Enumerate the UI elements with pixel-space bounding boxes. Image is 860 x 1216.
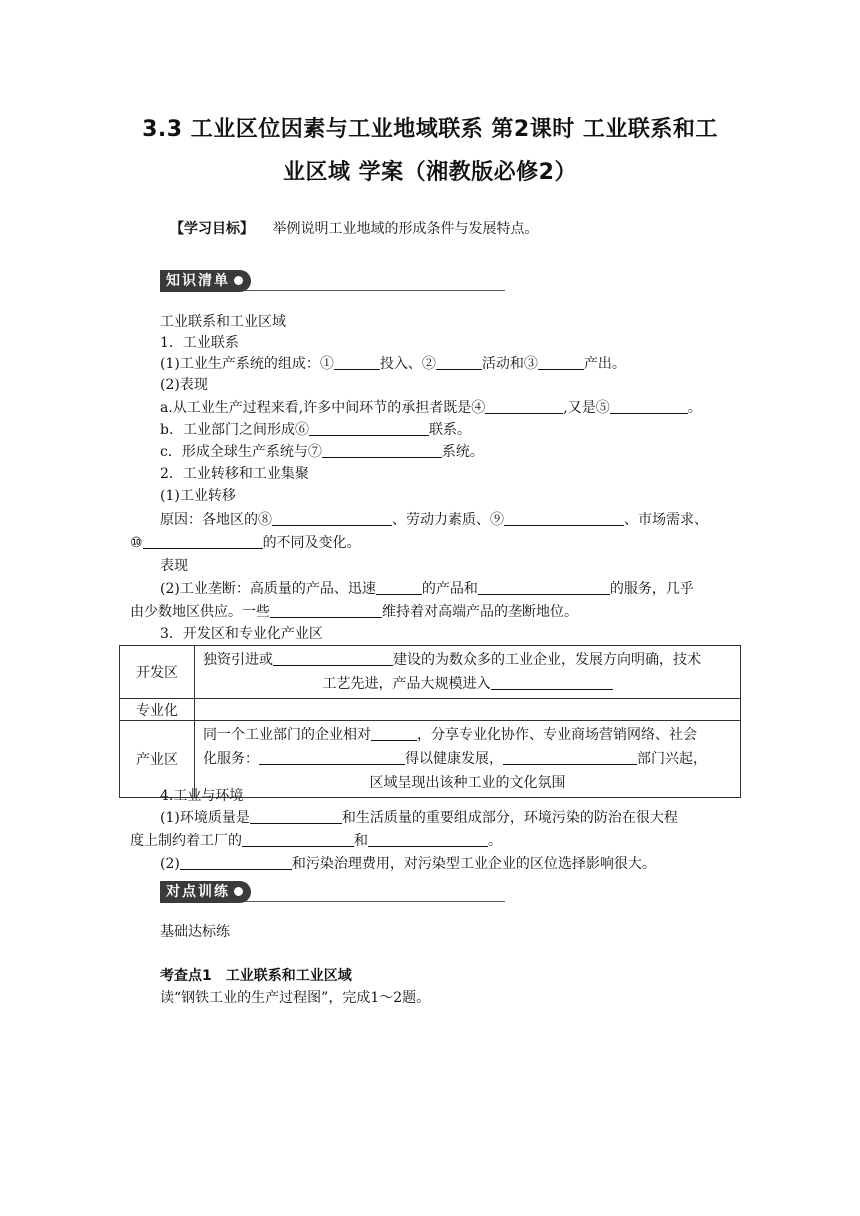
banner-tag — [160, 270, 251, 292]
subheading: 表现 — [160, 558, 188, 574]
page-title-line2: 业区域 学案（湘教版必修2） — [283, 160, 577, 185]
blank-field — [538, 355, 584, 370]
blank-field — [242, 832, 354, 847]
table-label: 产业区 — [120, 721, 195, 798]
table-cell: 同一个工业部门的企业相对 ，分享专业化协作、专业商场营销网络、社会 化服务： 得以健康发展， 部门兴起， 区域呈现出该种工业的文化氛围 — [195, 721, 741, 798]
blank-field — [436, 355, 482, 370]
blank-line: b．工业部门之间形成⑥ 联系。 — [160, 422, 471, 438]
blank-line: ⑩ 的不同及变化。 — [130, 535, 361, 551]
exam-point-label: 考查点1 — [160, 968, 212, 984]
section-heading: 工业联系和工业区域 — [160, 314, 286, 330]
blank-field — [485, 399, 563, 414]
blank-line: 由少数地区供应。一些 维持着对高端产品的垄断地位。 — [130, 604, 578, 620]
table-label: 开发区 — [120, 646, 195, 699]
table-row — [120, 646, 741, 699]
zone-table — [119, 645, 741, 798]
page-title-line1: 3.3 工业区位因素与工业地域联系 第2课时 工业联系和工 — [142, 117, 718, 142]
dot-icon — [234, 887, 243, 896]
blank-field — [478, 580, 610, 595]
item-heading: 3．开发区和专业化产业区 — [160, 626, 323, 642]
blank-field — [259, 750, 405, 765]
subheading: (2)表现 — [160, 377, 208, 393]
objective-label: 【学习目标】 — [170, 221, 254, 237]
blank-field — [371, 726, 417, 741]
item-heading: 2．工业转移和工业集聚 — [160, 466, 309, 482]
blank-field — [610, 399, 688, 414]
blank-line: 度上制约着工厂的 和 。 — [130, 833, 502, 849]
objective-text: 举例说明工业地域的形成条件与发展特点。 — [272, 221, 539, 237]
blank-line: c．形成全球生产系统与⑦ 系统。 — [160, 444, 484, 460]
blank-field — [504, 511, 624, 526]
blank-field — [273, 651, 393, 666]
blank-field — [250, 809, 342, 824]
exam-point-title: 工业联系和工业区域 — [225, 968, 352, 984]
subheading: (1)工业转移 — [160, 488, 236, 504]
blank-field — [368, 832, 488, 847]
blank-line: (1)环境质量是 和生活质量的重要组成部分，环境污染的防治在很大程 — [160, 810, 678, 826]
blank-field — [180, 855, 292, 870]
basic-practice-heading: 基础达标练 — [160, 924, 230, 940]
banner-label: 对点训练 — [166, 884, 230, 900]
blank-field — [270, 603, 382, 618]
blank-field — [309, 421, 429, 436]
question-text: 读“钢铁工业的生产过程图”，完成1～2题。 — [160, 990, 431, 1006]
item-heading: 4.工业与环境 — [160, 788, 244, 804]
dot-icon — [234, 276, 243, 285]
table-label: 专业化 — [120, 699, 195, 721]
blank-field — [322, 443, 442, 458]
blank-line: 原因：各地区的⑧ 、劳动力素质、⑨ 、市场需求、 — [160, 512, 708, 528]
blank-field — [143, 534, 263, 549]
blank-line: (2)工业垄断：高质量的产品、迅速 的产品和 的服务，几乎 — [160, 581, 694, 597]
table-cell: 独资引进或 建设的为数众多的工业企业，发展方向明确，技术 工艺先进，产品大规模进入 — [195, 646, 741, 699]
table-cell — [195, 699, 741, 721]
blank-field — [491, 675, 613, 690]
blank-field — [376, 580, 422, 595]
blank-field — [272, 511, 392, 526]
blank-line: (1)工业生产系统的组成：① 投入、② 活动和③ 产出。 — [160, 356, 626, 372]
learning-objective — [170, 219, 538, 239]
banner-label: 知识清单 — [166, 273, 230, 289]
blank-line: (2) 和污染治理费用，对污染型工业企业的区位选择影响很大。 — [160, 856, 656, 872]
item-heading: 1．工业联系 — [160, 335, 239, 351]
table-row — [120, 699, 741, 721]
banner-tag — [160, 881, 251, 903]
blank-line: a.从工业生产过程来看,许多中间环节的承担者既是④ ,又是⑤ 。 — [160, 400, 702, 416]
blank-field — [503, 750, 637, 765]
blank-field — [334, 355, 380, 370]
exam-point — [160, 966, 352, 986]
